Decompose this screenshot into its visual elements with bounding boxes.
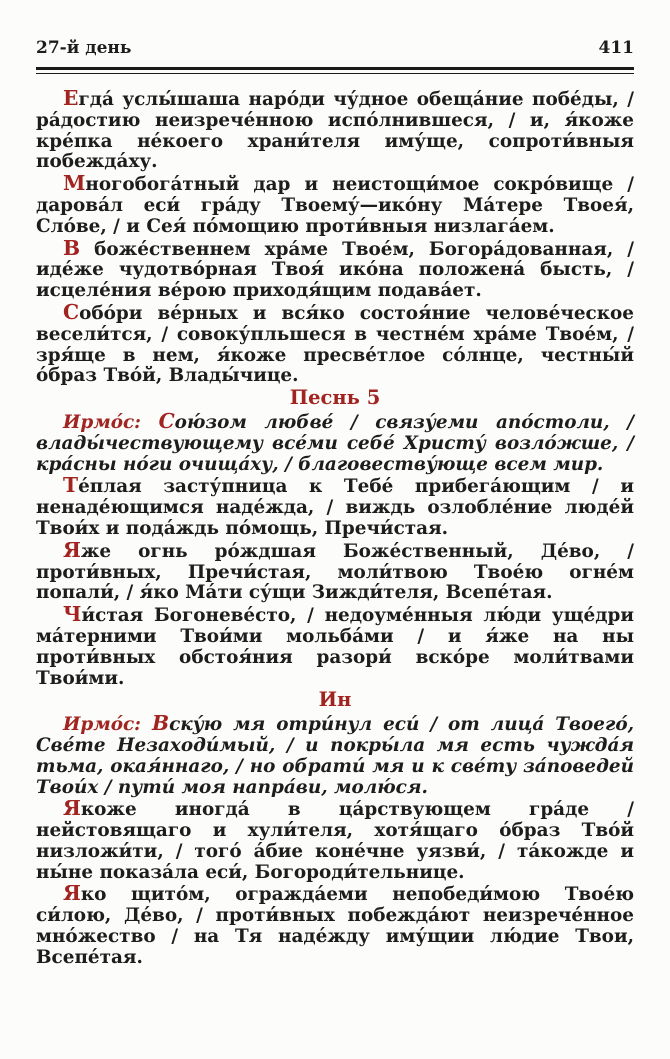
troparion-paragraph — [36, 235, 634, 302]
troparion-paragraph — [36, 604, 634, 689]
initial-letter: В — [151, 711, 170, 736]
initial-letter: М — [63, 171, 86, 196]
irmos-paragraph — [36, 408, 634, 475]
irmos-text: ску́ю мя отри́нул еси́ / от лица́ Твоего́, Све́те Незаходи́мый, / и покры́ла мя есть чужда́я тьма, окая́ннаго, / но обрати́ мя и к све́ту за́поведей Твои́х / пути́ моя напра́ви, молю́ся. — [36, 714, 634, 798]
initial-letter: Я — [63, 881, 81, 906]
irmos-label: Ирмо́с: — [63, 714, 141, 736]
initial-letter: С — [63, 299, 80, 324]
troparion-text: ногобога́тный дар и неистощи́мое сокро́вище / дарова́л еси́ гра́ду Твоему́—ико́ну Ма́тере Твоея́, Сло́ве, / и Сея́ по́мощию проти́вныя низлага́ем. — [36, 174, 634, 237]
troparion-text: ко щито́м, огражда́еми непобеди́мою Твое́ю си́лою, Де́во, / проти́вных побежда́ют неизрече́нное мно́жество / на Тя наде́жду иму́щии лю́дие Твои, Всепе́тая. — [36, 884, 634, 968]
troparion-paragraph — [36, 798, 634, 883]
troparion-text: и́стая Богоневе́сто, / недоуме́нныя лю́ди уще́дри ма́терними Твои́ми мольба́ми / и я́же на ны проти́вных обстоя́ния разори́ вско́ре моли́твами Твои́ми. — [36, 605, 634, 689]
irmos-paragraph — [36, 713, 634, 798]
initial-letter: Я — [63, 537, 81, 562]
troparion-paragraph — [36, 88, 634, 173]
initial-letter: Т — [63, 473, 79, 498]
troparion-text: же огнь ро́ждшая Боже́ственный, Де́во, / проти́вных, Пречи́стая, моли́твою Твое́ю огне́м попали́, / я́ко Ма́ти су́щи Зижди́теля, Всепе́тая. — [36, 540, 634, 604]
page-content — [36, 88, 634, 969]
troparion-text: коже иногда́ в ца́рствующем гра́де / нейстовящаго и хули́теля, хотя́щаго о́браз Тво́й низложи́ти, / того́ а́бие коне́чне уязви́, / та́кожде и ны́не показа́ла еси́, Богороди́тельнице. — [36, 799, 634, 883]
initial-letter: С — [158, 408, 175, 433]
song-heading: Песнь 5 — [289, 386, 381, 410]
irmos-label: Ирмо́с: — [63, 411, 141, 433]
header-page-number: 411 — [598, 38, 634, 58]
troparion-text: обо́ри ве́рных и вся́ко состоя́ние челове́ческое весели́тся, / совоку́пльшеся в честне́м хра́ме Твое́м, / зря́ще в нем, я́коже пресве́тлое со́лнце, честны́й о́браз Тво́й, Влады́чице. — [36, 302, 634, 387]
header-day-label: 27-й день — [36, 38, 132, 58]
troparion-paragraph — [36, 173, 634, 237]
troparion-text: е́плая засту́пница к Тебе́ прибега́ющим / и ненаде́ющимся наде́жда, / виждь озлобле́ние люде́й Твои́х и пода́ждь по́мощь, Пречи́стая. — [36, 476, 634, 539]
troparion-paragraph — [36, 475, 634, 539]
initial-letter: Я — [63, 796, 81, 821]
irmos-text: ою́зом любве́ / связу́еми апо́столи, / влады́чествующему все́ми себе́ Христу́ возло́жше, / кра́сны но́ги очища́ху, / благовеству́юще всем мир. — [36, 411, 634, 475]
page-header — [36, 38, 634, 58]
troparion-paragraph — [36, 883, 634, 968]
troparion-paragraph — [36, 299, 634, 387]
troparion-paragraph — [36, 537, 634, 604]
song-heading: Ин — [318, 688, 352, 712]
initial-letter: В — [63, 235, 81, 260]
initial-letter: Е — [63, 86, 79, 110]
initial-letter: Ч — [63, 602, 82, 627]
troparion-text: боже́ственнем хра́ме Твое́м, Богора́дованная, / иде́же чудотво́рная Твоя́ ико́на положена́ бысть, / исцеле́ния ве́рою приходя́щим подава́ет. — [36, 238, 634, 302]
troparion-text: гда́ услы́шаша наро́ди чу́дное обеща́ние побе́ды, / ра́достию неизрече́нною испо́лнившеся, / и, я́коже кре́пка не́коего храни́теля иму́ще, сопроти́вныя побежда́ху. — [36, 89, 634, 173]
header-double-rule — [36, 67, 634, 74]
